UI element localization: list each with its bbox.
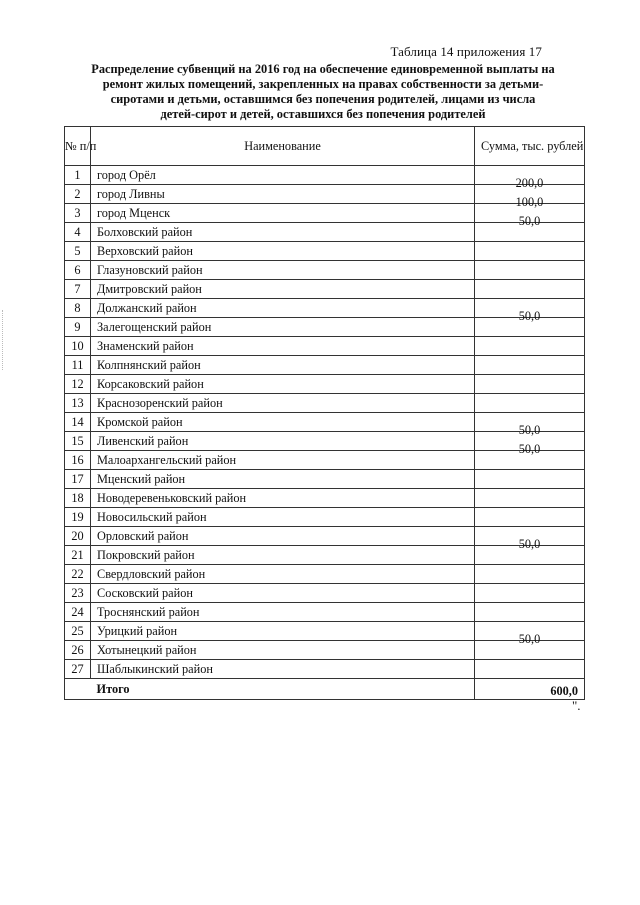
row-number: 8 [65, 299, 91, 318]
table-row [65, 508, 585, 527]
row-number: 25 [65, 622, 91, 641]
row-name: Глазуновский район [91, 261, 475, 280]
row-number: 2 [65, 185, 91, 204]
end-quote-mark: ". [572, 698, 581, 713]
row-sum [475, 394, 585, 413]
row-name: Знаменский район [91, 337, 475, 356]
table-row [65, 546, 585, 565]
table-row [65, 432, 585, 451]
row-number: 16 [65, 451, 91, 470]
row-number: 27 [65, 660, 91, 679]
row-name: Свердловский район [91, 565, 475, 584]
total-num-cell [65, 679, 91, 700]
row-name: Кромской район [91, 413, 475, 432]
row-name: Корсаковский район [91, 375, 475, 394]
row-number: 5 [65, 242, 91, 261]
row-number: 24 [65, 603, 91, 622]
row-sum [475, 356, 585, 375]
row-number: 6 [65, 261, 91, 280]
row-sum [475, 166, 585, 190]
row-sum-value: 100,0 [515, 195, 544, 209]
row-sum-value: 50,0 [518, 537, 541, 551]
row-sum [475, 413, 585, 437]
row-name: Новосильский район [91, 508, 475, 527]
row-number: 18 [65, 489, 91, 508]
row-sum [475, 261, 585, 280]
table-row [65, 641, 585, 660]
title-line: ремонт жилых помещений, закрепленных на правах собственности за детьми- [102, 77, 544, 91]
table-row [65, 204, 585, 223]
row-sum-value: 50,0 [518, 632, 541, 646]
table-row [65, 223, 585, 242]
row-sum [475, 527, 585, 551]
document-title [80, 62, 566, 122]
row-number: 13 [65, 394, 91, 413]
table-row [65, 261, 585, 280]
table-row [65, 584, 585, 603]
table-row [65, 527, 585, 546]
header-name: Наименование [91, 127, 475, 166]
table-row [65, 185, 585, 204]
row-name: Сосковский район [91, 584, 475, 603]
table-row [65, 470, 585, 489]
row-name: Малоархангельский район [91, 451, 475, 470]
row-name: Новодеревеньковский район [91, 489, 475, 508]
table-row [65, 242, 585, 261]
total-label: Итого [91, 679, 475, 700]
subvention-table [64, 126, 585, 700]
row-number: 26 [65, 641, 91, 660]
header-num: № п/п [65, 127, 91, 166]
row-sum [475, 375, 585, 394]
row-name: Колпнянский район [91, 356, 475, 375]
row-name: Краснозоренский район [91, 394, 475, 413]
row-sum [475, 584, 585, 603]
row-name: Залегощенский район [91, 318, 475, 337]
row-sum [475, 508, 585, 527]
row-name: город Ливны [91, 185, 475, 204]
row-number: 15 [65, 432, 91, 451]
table-row [65, 280, 585, 299]
row-number: 3 [65, 204, 91, 223]
row-number: 9 [65, 318, 91, 337]
row-sum-value: 200,0 [515, 176, 544, 190]
table-row [65, 394, 585, 413]
total-sum: 600,0 [475, 679, 585, 700]
margin-dots [2, 310, 4, 370]
row-name: Должанский район [91, 299, 475, 318]
table-row [65, 622, 585, 641]
row-sum [475, 337, 585, 356]
table-row [65, 603, 585, 622]
row-number: 23 [65, 584, 91, 603]
table-body [65, 166, 585, 700]
row-number: 12 [65, 375, 91, 394]
row-number: 19 [65, 508, 91, 527]
row-sum [475, 565, 585, 584]
table-header-row [65, 127, 585, 166]
row-sum [475, 280, 585, 299]
row-name: Дмитровский район [91, 280, 475, 299]
table-row [65, 299, 585, 318]
table-row [65, 413, 585, 432]
title-line: сиротами и детьми, оставшимся без попечения родителей, лицами из числа [110, 92, 536, 106]
row-sum [475, 660, 585, 679]
row-number: 17 [65, 470, 91, 489]
row-sum [475, 299, 585, 323]
row-name: Урицкий район [91, 622, 475, 641]
row-name: Орловский район [91, 527, 475, 546]
row-name: Троснянский район [91, 603, 475, 622]
header-sum: Сумма, тыс. рублей [475, 127, 585, 166]
row-number: 1 [65, 166, 91, 185]
row-sum [475, 470, 585, 489]
row-sum-value: 50,0 [518, 309, 541, 323]
row-number: 20 [65, 527, 91, 546]
row-sum-value: 50,0 [518, 214, 541, 228]
table-row [65, 166, 585, 185]
table-row [65, 451, 585, 470]
row-sum-value: 50,0 [518, 423, 541, 437]
row-name: Верховский район [91, 242, 475, 261]
table-row [65, 660, 585, 679]
table-row [65, 318, 585, 337]
row-number: 22 [65, 565, 91, 584]
table-row [65, 375, 585, 394]
table-row [65, 337, 585, 356]
title-line: Распределение субвенций на 2016 год на обеспечение единовременной выплаты на [91, 62, 555, 76]
row-sum [475, 242, 585, 261]
row-name: Болховский район [91, 223, 475, 242]
row-name: город Орёл [91, 166, 475, 185]
table-row [65, 565, 585, 584]
row-name: Мценский район [91, 470, 475, 489]
row-sum [475, 622, 585, 646]
row-number: 10 [65, 337, 91, 356]
row-number: 21 [65, 546, 91, 565]
row-number: 11 [65, 356, 91, 375]
row-number: 7 [65, 280, 91, 299]
table-reference: Таблица 14 приложения 17 [390, 44, 542, 59]
row-name: Покровский район [91, 546, 475, 565]
row-name: город Мценск [91, 204, 475, 223]
row-name: Ливенский район [91, 432, 475, 451]
row-number: 4 [65, 223, 91, 242]
title-line: детей-сирот и детей, оставшихся без попечения родителей [160, 107, 486, 121]
table-row [65, 356, 585, 375]
row-sum [475, 489, 585, 508]
table-row [65, 489, 585, 508]
row-number: 14 [65, 413, 91, 432]
total-row [65, 679, 585, 700]
row-name: Шаблыкинский район [91, 660, 475, 679]
row-sum-value: 50,0 [518, 442, 541, 456]
row-name: Хотынецкий район [91, 641, 475, 660]
row-sum [475, 603, 585, 622]
